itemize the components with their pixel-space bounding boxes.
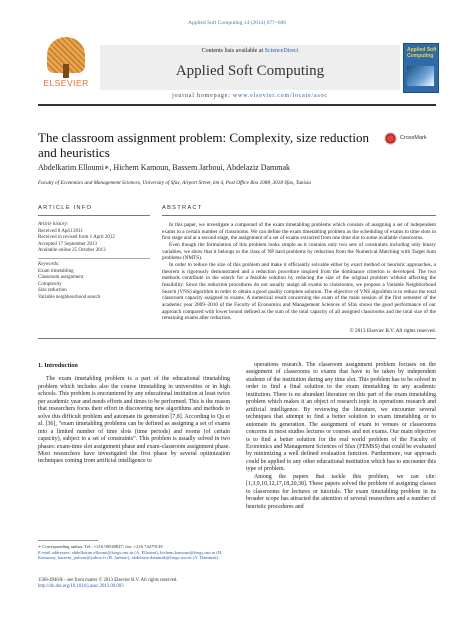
article-title: The classroom assignment problem: Complexity, size reduction and heuristics (38, 130, 369, 160)
contents-line: Contents lists available at ScienceDirect (201, 48, 299, 54)
homepage-line: journal homepage: www.elsevier.com/locate/asoc (172, 93, 328, 99)
sciencedirect-link[interactable]: ScienceDirect (264, 48, 299, 54)
keyword: Size reduction (38, 288, 67, 294)
abstract-paragraph: Even though the formulation of this problem looks simple as it contains only two sets of constraints including only binary variables, we show that it belongs to the class of NP hard problems by reduction from the Numerical Matching with Target Sum problems (NMTS). (162, 241, 436, 262)
journal-cover-thumbnail (403, 43, 439, 93)
homepage-link[interactable]: www.elsevier.com/locate/asoc (232, 93, 328, 99)
body-paragraph: Among the papers that tackle this problem, we can cite: [1,3,9,10,12,17,18,20,38]. These papers solved the problem of assigning classes to classrooms for lectures or tutorials. The exam timetabling problem in its broader scope has attracted the attention of several researchers and a number of heuristic procedures and (246, 473, 436, 510)
cover-image (407, 66, 434, 86)
abstract-text (162, 222, 436, 322)
article-history (38, 222, 148, 255)
journal-reference[interactable]: Applied Soft Computing 14 (2014) 677–686 (188, 20, 286, 26)
keyword: Complexity (38, 281, 62, 287)
abstract-copyright: © 2013 Elsevier B.V. All rights reserved. (349, 328, 436, 334)
elsevier-logo (38, 34, 94, 92)
section-title: 1. Introduction (38, 362, 78, 369)
issn-line: 1568-4946/$ – see front matter © 2013 Elsevier B.V. All rights reserved. (38, 578, 178, 583)
history-item: Available online 25 October 2013 (38, 248, 106, 254)
abstract-paragraph: In order to reduce the size of this problem and make it efficiently solvable either by exact method or heuristic approaches, a theorem is rigorously demonstrated and a reduction procedure inspired from the dominance criterion is developed. The two methods contribute in the search for a feasible solution by reducing the size of the original problem without affecting the feasibility. Since the reduction procedures do not usually assign all exams to classrooms, we propose a Variable Neighborhood Search (VNS) algorithm in order to obtain a good quality complete solution. The objective of VNS algorithm is to reduce the total classroom capacity assigned to exams. A numerical result concerning the exam of the main session of the first semester of the academic year 2009–2010 of the Faculty of Economics and Management Sciences of Sfax shows the good performance of our approach compared with lower bound defined as the sum of the total capacity of all assigned classrooms and the total size of the remaining exams after reduction. (162, 261, 436, 322)
history-item: Received in revised form 1 April 2012 (38, 235, 115, 241)
email-addresses[interactable]: E-mail addresses: abdelkarim.elloumi@fsegs.rnu.tn (A. Elloumi), hichem.kamoun@fsegs.rnu.tn (H. Kamoun), bassem_jarboui@yahoo.fr (B. Jarboui), abdelaziz.dammak@fsegs.rnu.tn (A. Dammak). (38, 549, 223, 560)
keywords-label: Keywords: (38, 262, 60, 267)
history-label: Article history: (38, 222, 69, 227)
authors: Abdelkarim Elloumi∗, Hichem Kamoun, Bassem Jarboui, Abdelaziz Dammak (38, 163, 291, 172)
crossmark-icon (384, 132, 397, 145)
body-paragraph: The exam timetabling problem is a part of the educational timetabling problem which includes also the course timetabling in universities or in high schools. This problem is encountered by any educational institution at least twice per academic year and needs efforts and times to be performed. This is the reason that researchers focus their effort in discovering new algorithms and methods to solve this difficult problem and automate its generation [7,8]. According to Qu et al. [36], “exam timetabling problems can be defined as assigning a set of exams into a limited number of time slots (time periods) and rooms (of certain capacity), subject to a set of constraints”. This problem is usually solved in two phases: exam-time slot assignment phase and exam-classroom assignment phase. Most researchers have investigated the first phase by several optimization techniques coming from artificial intelligence to (38, 376, 230, 465)
keyword: Exam timetabling (38, 268, 74, 274)
journal-title: Applied Soft Computing (175, 63, 325, 79)
keyword: Variable neighbourhood search (38, 294, 101, 300)
article-info-heading: ARTICLE INFO (38, 205, 93, 211)
affiliation: Faculty of Economics and Management Sciences, University of Sfax, Airport Street, km 4, Post Office Box 1088, 3018 Sfax, Tunisia (38, 180, 312, 186)
left-column (38, 362, 230, 466)
history-item: Received 8 April 2011 (38, 228, 83, 234)
crossmark-badge[interactable]: CrossMark (384, 130, 434, 150)
corresponding-author-note: ∗ Corresponding author. Tel.: +216 98540847; fax: +216 74279139. (38, 544, 164, 549)
history-item: Accepted 17 September 2013 (38, 241, 98, 247)
cover-title: Applied Soft Computing (407, 47, 437, 59)
right-column (246, 362, 436, 511)
body-paragraph: operations research. The classroom assignment problem focuses on the assignment of classrooms to exams that have to be taken by independent students of the institution during any time slot. This problem has to be solved in order to find a final solution to the exam timetabling in any academic institution. There is no abundant literature on this part of the exam timetabling problem which makes it an object of research topic in operations research and artificial intelligence. By reviewing the literature, we encounter several techniques that attempt to find a better solution to exam timetabling or to automate its generation. The assignment of exam to venues or classrooms concerns in most studies lectures or courses and not exams. Our main objective is to find a better solution for the real world problem of the Faculty of Economics and Management Sciences of Sfax (FEMSS) that could be evaluated by minimizing a well defined evaluation function. Furthermore, our approach could be applied to any other educational institution which has to encounter this type of problem. (246, 362, 436, 473)
doi-link[interactable]: http://dx.doi.org/10.1016/j.asoc.2013.09.003 (38, 583, 124, 589)
footnotes (38, 544, 230, 561)
abstract-heading: ABSTRACT (162, 205, 203, 211)
abstract-paragraph: In this paper, we investigate a compound of the exam timetabling problems which consists of assigning a set of independent exams to a certain number of classrooms. We can define the exam timetabling problem as the scheduling of exams to time slots in first stage and at a second stage, the assignment of a set of exams extracted from one time slot to some available classrooms. (162, 222, 436, 242)
issn-block (38, 578, 338, 590)
publisher-logo-text: ELSEVIER (43, 78, 89, 88)
keywords (38, 262, 148, 302)
keyword: Classroom assignment (38, 275, 84, 281)
header-rule (38, 104, 436, 106)
